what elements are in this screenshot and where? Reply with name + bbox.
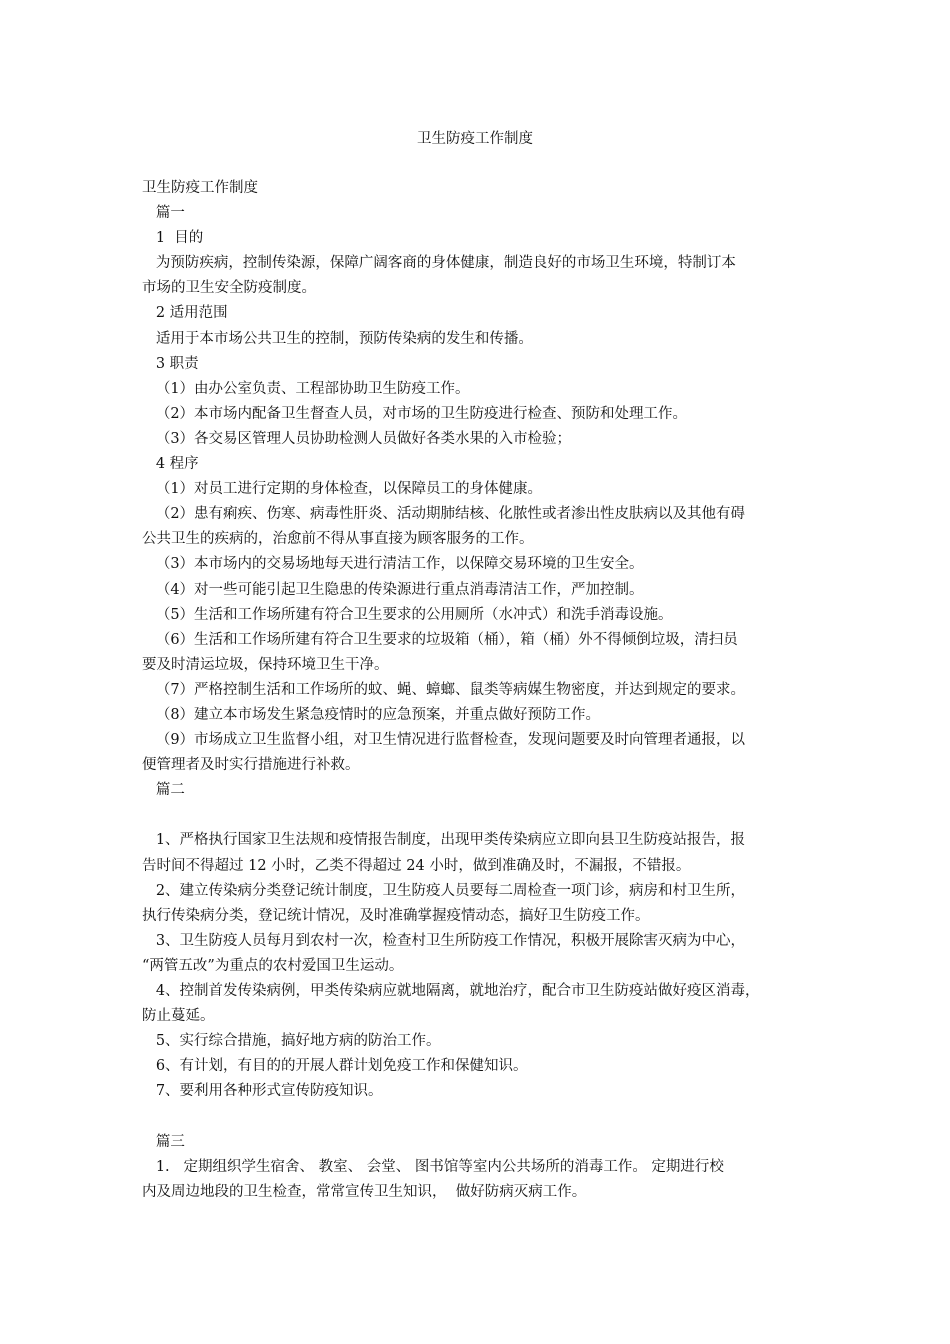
text-line: （2）患有痢疾、伤寒、病毒性肝炎、活动期肺结核、化脓性或者渗出性皮肤病以及其他有碍 xyxy=(142,506,746,523)
text-line: 5、实行综合措施，搞好地方病的防治工作。 xyxy=(142,1033,441,1050)
text-line: 1. 定期组织学生宿舍、 教室、 会堂、 图书馆等室内公共场所的消毒工作。 定期进行校 xyxy=(142,1158,724,1175)
text-line: 内及周边地段的卫生检查，常常宣传卫生知识， 做好防病灭病工作。 xyxy=(142,1183,587,1200)
text-line: 执行传染病分类，登记统计情况，及时准确掌握疫情动态，搞好卫生防疫工作。 xyxy=(142,907,650,924)
text-line: （8）建立本市场发生紧急疫情时的应急预案，并重点做好预防工作。 xyxy=(142,706,601,723)
text-line: （3）本市场内的交易场地每天进行清洁工作，以保障交易环境的卫生安全。 xyxy=(142,556,644,573)
text-line: 3、卫生防疫人员每月到农村一次，检查村卫生所防疫工作情况，积极开展除害灭病为中心， xyxy=(142,932,746,949)
text-line: 篇三 xyxy=(142,1133,185,1150)
text-line: （6）生活和工作场所建有符合卫生要求的垃圾箱（桶），箱（桶）外不得倾倒垃圾，清扫员 xyxy=(142,631,738,648)
document-title: 卫生防疫工作制度 xyxy=(417,131,533,147)
text-line: 2、建立传染病分类登记统计制度，卫生防疫人员要每二周检查一项门诊，病房和村卫生所， xyxy=(142,882,746,899)
text-line: 为预防疾病，控制传染源，保障广阔客商的身体健康，制造良好的市场卫生环境，特制订本 xyxy=(142,255,736,272)
text-line: 篇一 xyxy=(142,205,185,222)
text-line: （4）对一些可能引起卫生隐患的传染源进行重点消毒清洁工作，严加控制。 xyxy=(142,581,644,598)
text-line: （2）本市场内配备卫生督查人员，对市场的卫生防疫进行检查、预防和处理工作。 xyxy=(142,405,688,422)
text-line: 6、有计划，有目的的开展人群计划免疫工作和保健知识。 xyxy=(142,1058,528,1075)
text-line: 1 目的 xyxy=(142,230,204,247)
text-line: 1、严格执行国家卫生法规和疫情报告制度，出现甲类传染病应立即向县卫生防疫站报告，报 xyxy=(142,832,746,849)
text-line: 4、控制首发传染病例，甲类传染病应就地隔离，就地治疗，配合市卫生防疫站做好疫区消毒， xyxy=(142,983,760,999)
text-line: 2 适用范围 xyxy=(142,305,228,322)
text-line: 7、要利用各种形式宣传防疫知识。 xyxy=(142,1083,383,1100)
text-line: 卫生防疫工作制度 xyxy=(142,180,258,196)
text-line: 适用于本市场公共卫生的控制，预防传染病的发生和传播。 xyxy=(142,330,533,347)
text-line: 告时间不得超过 12 小时，乙类不得超过 24 小时，做到准确及时，不漏报，不错报。 xyxy=(142,857,691,874)
document-body xyxy=(142,176,822,1205)
text-line: （5）生活和工作场所建有符合卫生要求的公用厕所（水冲式）和洗手消毒设施。 xyxy=(142,606,673,623)
text-line: “两管五改”为重点的农村爱国卫生运动。 xyxy=(142,957,404,974)
text-line: 公共卫生的疾病的，治愈前不得从事直接为顾客服务的工作。 xyxy=(142,531,534,548)
text-line: 篇二 xyxy=(142,782,185,799)
text-line: 4 程序 xyxy=(142,456,199,473)
text-line: 3 职责 xyxy=(142,355,199,372)
text-line: （1）由办公室负责、工程部协助卫生防疫工作。 xyxy=(142,380,470,397)
text-line: （1）对员工进行定期的身体检查，以保障员工的身体健康。 xyxy=(142,481,543,498)
text-line: 市场的卫生安全防疫制度。 xyxy=(142,280,316,297)
text-line xyxy=(142,803,822,828)
text-line: （9）市场成立卫生监督小组，对卫生情况进行监督检查，发现问题要及时向管理者通报，以 xyxy=(142,732,746,749)
text-line: （3）各交易区管理人员协助检测人员做好各类水果的入市检验； xyxy=(142,430,572,447)
text-line: 便管理者及时实行措施进行补救。 xyxy=(142,757,360,774)
text-line xyxy=(142,1104,822,1129)
text-line: （7）严格控制生活和工作场所的蚊、蝇、蟑螂、鼠类等病媒生物密度，并达到规定的要求。 xyxy=(142,681,746,698)
text-line: 要及时清运垃圾，保持环境卫生干净。 xyxy=(142,656,389,673)
text-line: 防止蔓延。 xyxy=(142,1008,215,1025)
